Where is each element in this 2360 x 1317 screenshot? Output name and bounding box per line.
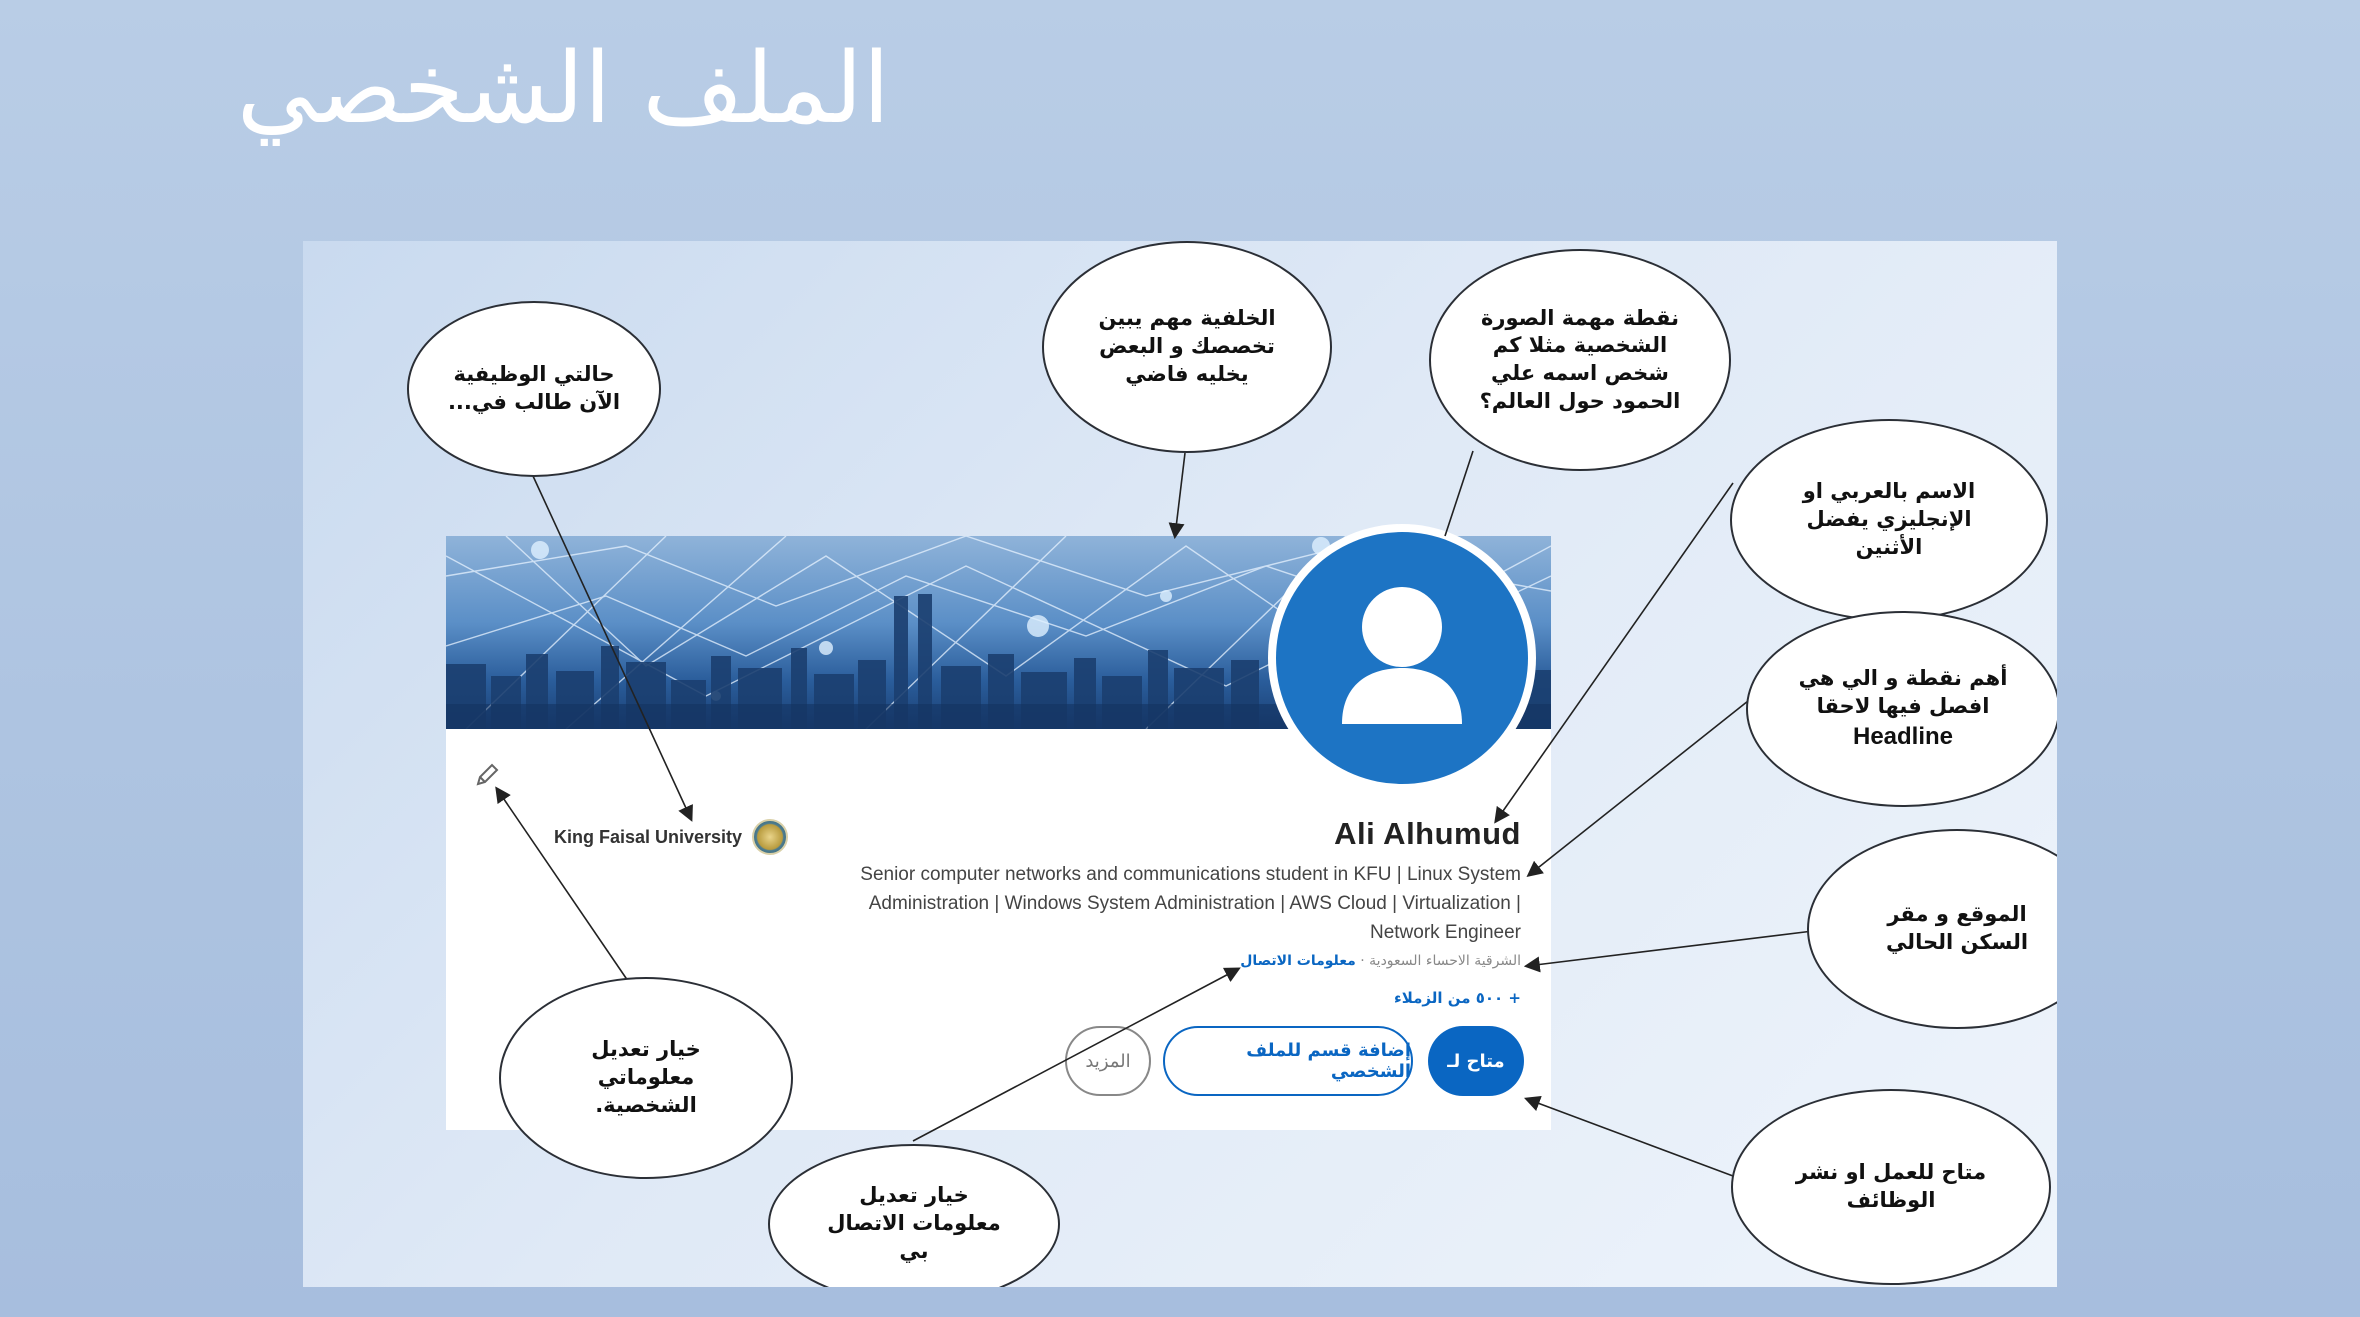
callout-edit-contact: خيار تعديل معلومات الاتصال بي bbox=[768, 1144, 1060, 1287]
open-to-button[interactable]: متاح لـ bbox=[1428, 1026, 1524, 1096]
callout-headline-text: أهم نقطة و الي هي افصل فيها لاحقا bbox=[1798, 666, 2008, 719]
annotated-screenshot-panel bbox=[303, 241, 2057, 1287]
callout-headline-term: Headline bbox=[1852, 722, 1954, 750]
callout-open-to: متاح للعمل او نشر الوظائف bbox=[1731, 1089, 2051, 1285]
callout-job-status: حالتي الوظيفية الآن طالب في... bbox=[407, 301, 661, 477]
callout-edit-info: خيار تعديل معلوماتي الشخصية. bbox=[499, 977, 793, 1179]
slide-title: الملف الشخصي bbox=[236, 32, 890, 146]
university-name: King Faisal University bbox=[554, 826, 743, 847]
connections-count[interactable]: + ٥٠٠ من الزملاء bbox=[1394, 989, 1521, 1007]
callout-profile-photo: نقطة مهمة الصورة الشخصية مثلا كم شخص اسمه علي الحمود حول العالم؟ bbox=[1429, 249, 1731, 471]
add-profile-section-button[interactable]: إضافة قسم للملف الشخصي bbox=[1163, 1026, 1413, 1096]
callout-headline bbox=[1746, 611, 2057, 807]
profile-name: Ali Alhumud bbox=[1334, 816, 1521, 851]
callout-background: الخلفية مهم يبين تخصصك و البعض يخليه فاضي bbox=[1042, 241, 1332, 453]
callout-name: الاسم بالعربي او الإنجليزي يفضل الأثنين bbox=[1730, 419, 2048, 621]
profile-headline: Senior computer networks and communications student in KFU | Linux System Administration | Windows System Administration | AWS Cloud | Virtualization | Network Engineer bbox=[860, 864, 1521, 943]
contact-info-link[interactable]: معلومات الاتصال bbox=[1240, 953, 1356, 969]
callout-location: الموقع و مقر السكن الحالي bbox=[1807, 829, 2057, 1029]
more-button[interactable]: المزيد bbox=[1065, 1026, 1151, 1096]
location-text: الشرقية الاحساء السعودية · bbox=[1360, 953, 1521, 969]
